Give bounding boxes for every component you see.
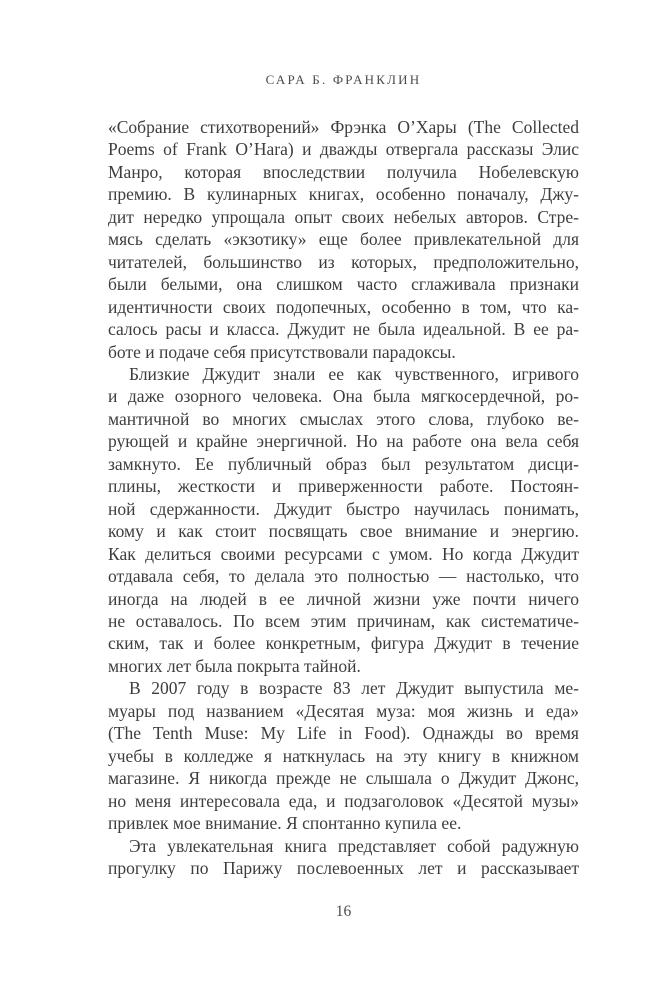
text-line: Эта увлекательная книга представляет собой радужную	[129, 835, 579, 856]
text-line: салось расы и класса. Джудит не была идеальной. В ее ра-	[108, 319, 579, 340]
page-body	[108, 116, 579, 879]
text-line: но меня интересовала еда, и подзаголовок «Десятой музы»	[108, 790, 579, 811]
text-line: «Собрание стихотворений» Фрэнка О’Хары (The Collected	[108, 117, 579, 137]
text-line: Манро, которая впоследствии получила Нобелевскую	[108, 161, 579, 182]
text-line: ной сдержанности. Джудит быстро научилась понимать,	[108, 498, 579, 519]
text-line: премию. В кулинарных книгах, особенно поначалу, Джу-	[108, 184, 579, 205]
text-line: кому и как стоит посвящать свое внимание и энергию.	[108, 521, 579, 542]
text-line: (The Tenth Muse: My Life in Food). Однажды во время	[108, 723, 579, 744]
text-line: магазине. Я никогда прежде не слышала о Джудит Джонс,	[108, 768, 579, 789]
page-number: 16	[335, 903, 352, 920]
text-line: ским, так и более конкретным, фигура Джудит в течение	[108, 633, 579, 654]
text-line: читателей, большинство из которых, предположительно,	[108, 251, 579, 272]
text-line: дит нередко упрощала опыт своих небелых авторов. Стре-	[108, 206, 579, 227]
text-line: боте и подаче себя присутствовали парадоксы.	[108, 341, 456, 362]
text-line: Как делиться своими ресурсами с умом. Но когда Джудит	[108, 543, 579, 564]
paragraph	[108, 677, 579, 834]
text-line: отдавала себя, то делала это полностью — настолько, что	[108, 566, 579, 587]
text-line: прогулку по Парижу послевоенных лет и рассказывает	[108, 857, 579, 878]
text-line: учебы в колледже я наткнулась на эту книгу в книжном	[108, 745, 579, 766]
text-line: замкнуто. Ее публичный образ был результатом дисци-	[108, 453, 579, 474]
text-line: не оставалось. По всем этим причинам, как систематиче-	[108, 610, 579, 631]
text-line: многих лет была покрыта тайной.	[108, 655, 361, 676]
paragraph	[108, 116, 579, 363]
text-line: мясь сделать «экзотику» еще более привлекательной для	[108, 229, 579, 250]
text-line: идентичности своих подопечных, особенно в том, что ка-	[108, 296, 579, 317]
paragraph	[108, 363, 579, 677]
text-line: рующей и крайне энергичной. Но на работе она вела себя	[108, 431, 579, 452]
text-line: мантичной во многих смыслах этого слова, глубоко ве-	[108, 408, 579, 429]
text-line: были белыми, она слишком часто сглаживала признаки	[108, 274, 579, 295]
text-line: муары под названием «Десятая муза: моя жизнь и еда»	[108, 700, 579, 721]
text-line: плины, жесткости и приверженности работе. Постоян-	[108, 476, 579, 497]
text-line: Близкие Джудит знали ее как чувственного, игривого	[129, 363, 579, 384]
text-line: привлек мое внимание. Я спонтанно купила ее.	[108, 813, 462, 834]
text-line: иногда на людей в ее личной жизни уже почти ничего	[108, 588, 579, 609]
text-line: В 2007 году в возрасте 83 лет Джудит выпустила ме-	[129, 678, 579, 699]
running-head: САРА Б. ФРАНКЛИН	[265, 72, 422, 87]
text-line: и даже озорного человека. Она была мягкосердечной, ро-	[108, 386, 579, 407]
text-line: Poems of Frank O’Hara) и дважды отвергала рассказы Элис	[108, 139, 579, 160]
paragraph	[108, 835, 579, 880]
